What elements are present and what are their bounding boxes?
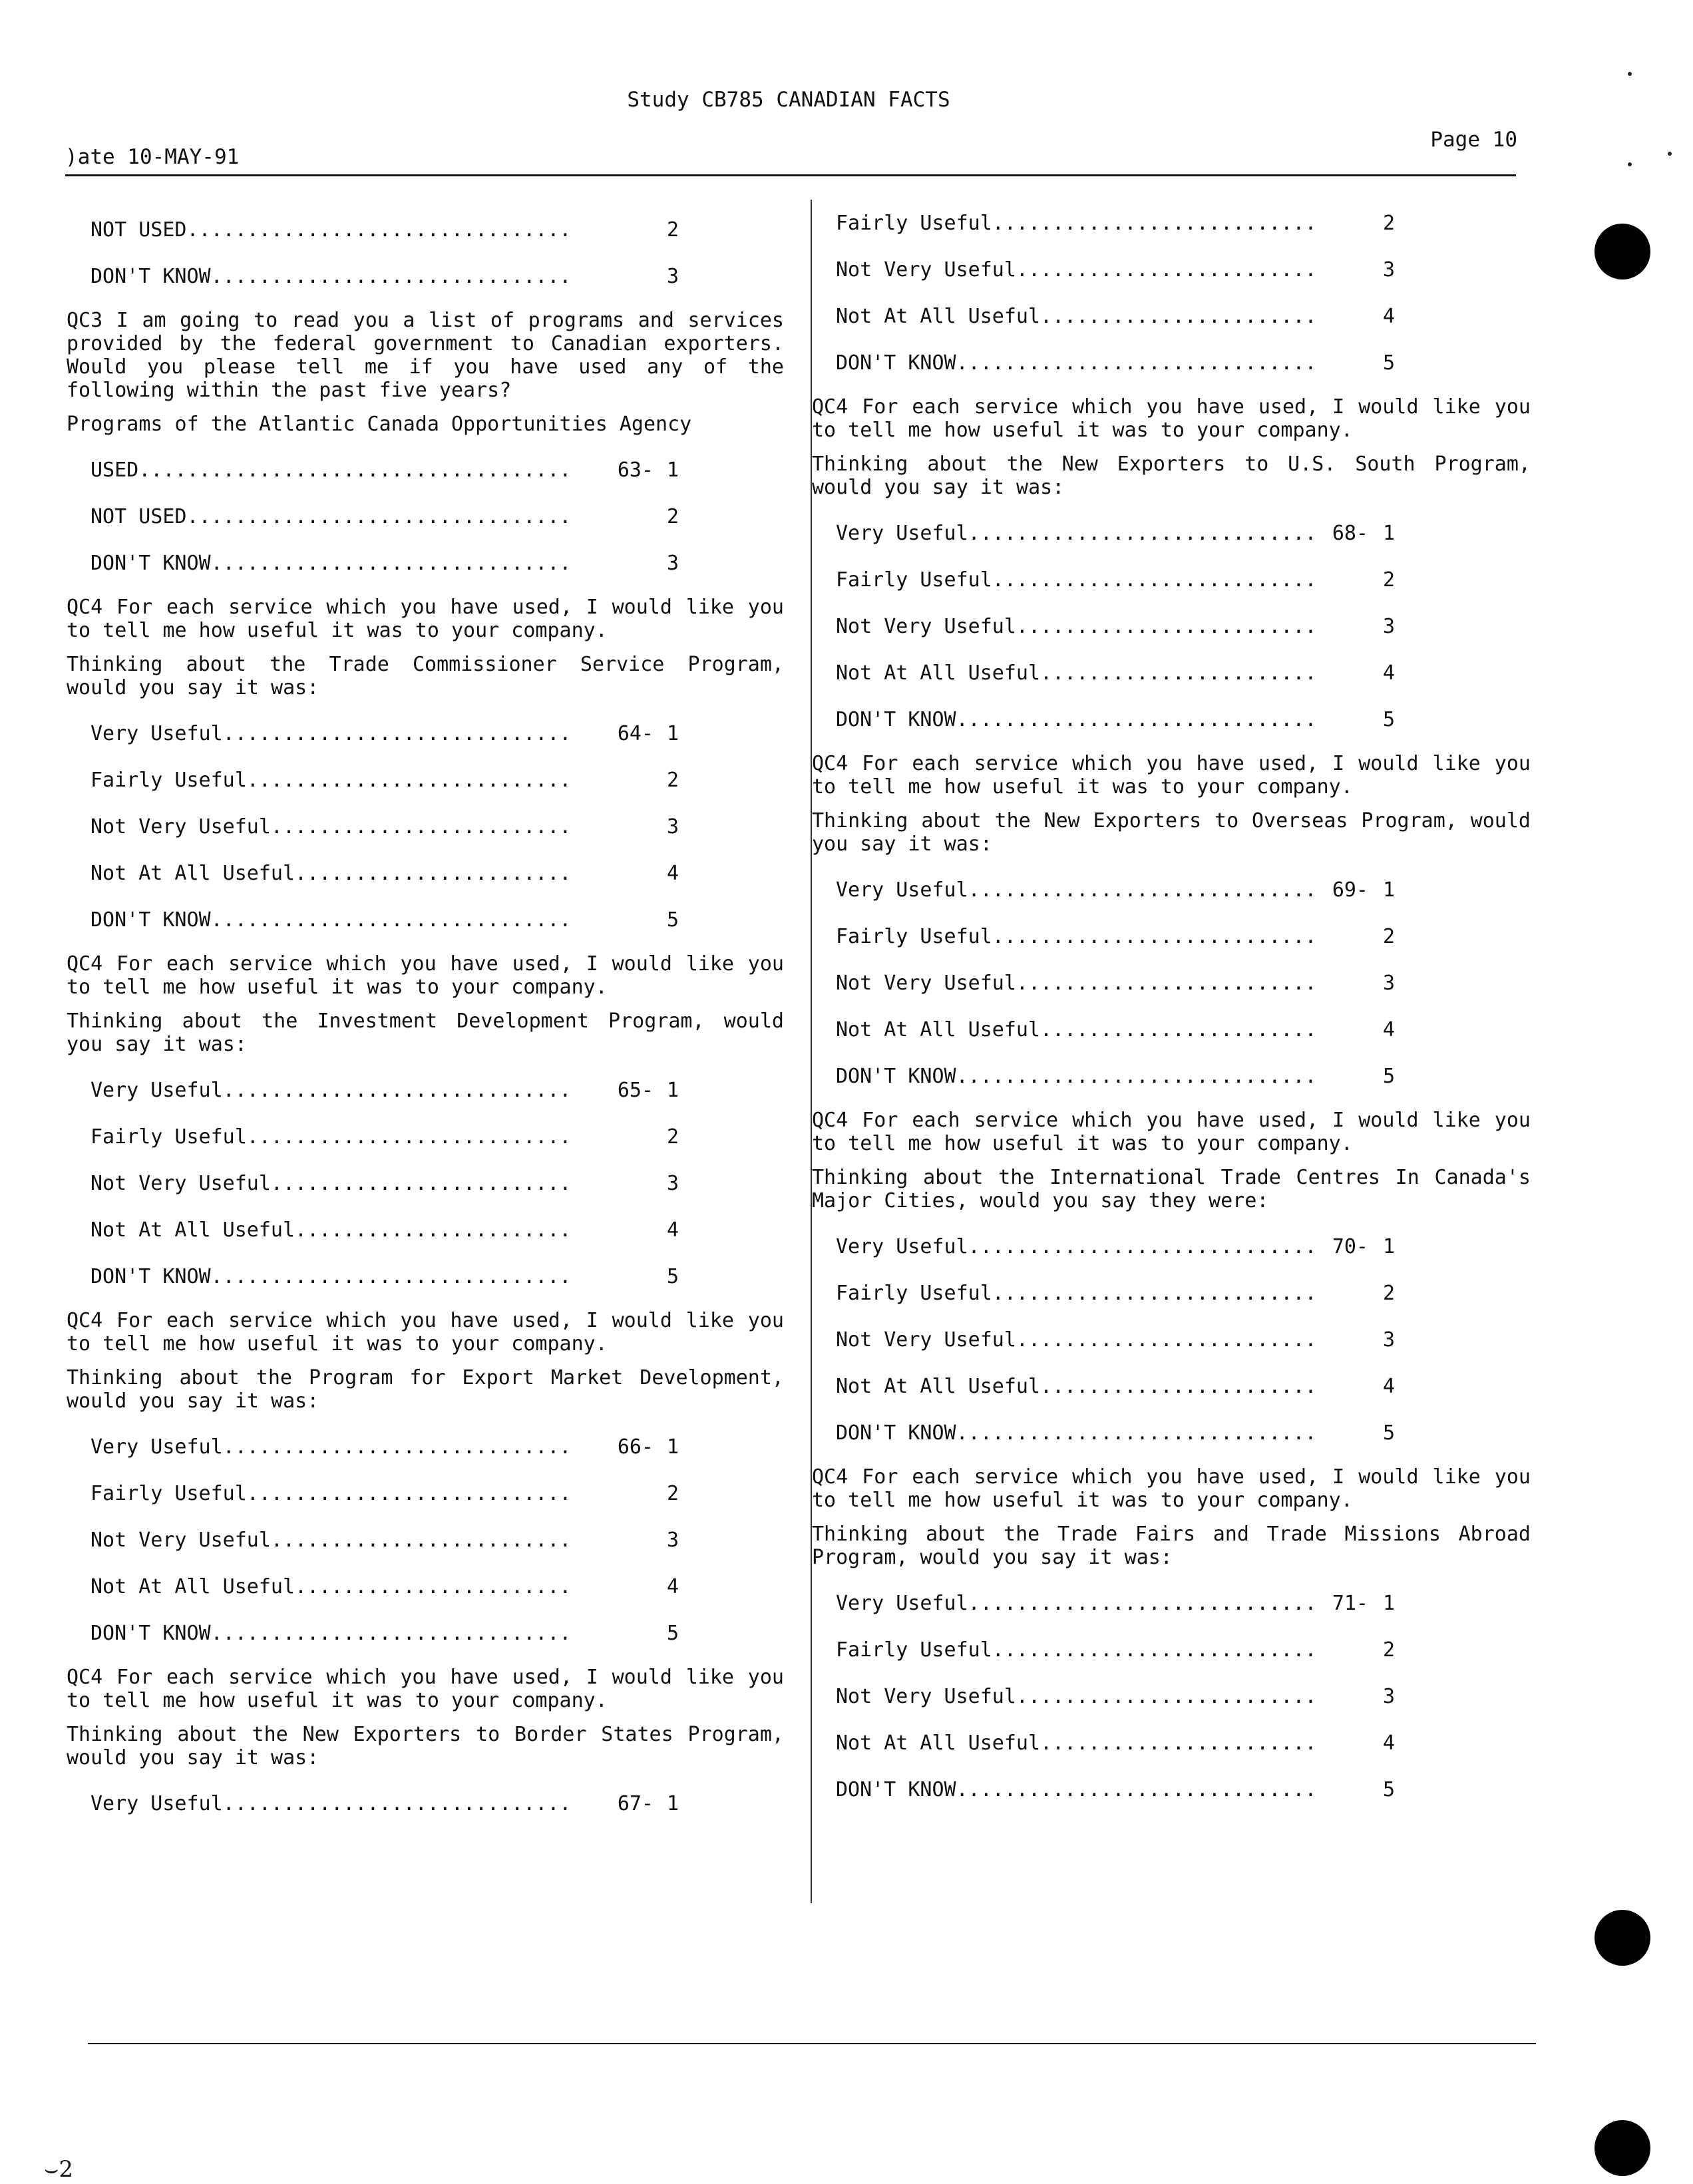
option-value: 4 [1382, 1731, 1396, 1755]
question-text: QC4 For each service which you have used, I would like you to tell me how useful it was to your company. [67, 1666, 784, 1712]
option-value: 3 [1382, 1328, 1396, 1352]
response-option [812, 246, 1531, 293]
option-value: 3 [666, 265, 679, 288]
option-label: DON'T KNOW.............................. [91, 908, 572, 932]
option-label: DON'T KNOW.............................. [836, 351, 1317, 375]
option-label: Not At All Useful....................... [91, 1575, 572, 1598]
page-number: Page 10 [1430, 128, 1517, 152]
response-option [812, 1409, 1531, 1456]
option-label: Not At All Useful....................... [836, 1018, 1317, 1041]
punch-hole-top [1595, 224, 1650, 279]
option-value: 1 [666, 458, 679, 482]
option-label: DON'T KNOW.............................. [836, 1065, 1317, 1088]
response-option [67, 803, 784, 850]
option-label: Fairly Useful........................... [836, 925, 1317, 948]
option-label: Not At All Useful....................... [836, 1731, 1317, 1755]
response-option [812, 1673, 1531, 1720]
response-option [812, 1766, 1531, 1813]
response-option [67, 1610, 784, 1656]
response-option [812, 510, 1531, 556]
scan-speck [1668, 152, 1672, 156]
punch-hole-middle [1595, 1910, 1650, 1966]
option-value: 2 [666, 1482, 679, 1505]
option-label: NOT USED................................ [91, 218, 572, 242]
response-option [812, 960, 1531, 1006]
option-label: Fairly Useful........................... [91, 769, 572, 792]
response-option [812, 1006, 1531, 1053]
question-text: QC4 For each service which you have used, I would like you to tell me how useful it was to your company. [812, 395, 1531, 442]
question-text: QC3 I am going to read you a list of programs and services provided by the federal government to Canadian exporters. Would you please tell me if you have used any of the following within the past five years? [67, 309, 784, 402]
response-option [67, 1470, 784, 1517]
option-value: 4 [1382, 305, 1396, 328]
option-value: 3 [666, 815, 679, 838]
question-text: Thinking about the New Exporters to Overseas Program, would you say it was: [812, 809, 1531, 856]
option-label: NOT USED................................ [91, 505, 572, 528]
question-text: Thinking about the New Exporters to U.S. South Program, would you say it was: [812, 453, 1531, 499]
option-label: Not Very Useful......................... [836, 258, 1317, 281]
question-text: QC4 For each service which you have used, I would like you to tell me how useful it was to your company. [67, 596, 784, 642]
question-text: QC4 For each service which you have used, I would like you to tell me how useful it was to your company. [67, 952, 784, 999]
option-label: Not At All Useful....................... [836, 1375, 1317, 1398]
response-option [812, 603, 1531, 649]
option-label: Fairly Useful........................... [91, 1482, 572, 1505]
question-text: QC4 For each service which you have used, I would like you to tell me how useful it was to your company. [812, 1109, 1531, 1155]
option-value: 1 [1382, 878, 1396, 902]
option-label: DON'T KNOW.............................. [91, 1265, 572, 1288]
left-column [67, 206, 784, 1827]
option-label: DON'T KNOW.............................. [836, 1421, 1317, 1445]
option-value: 2 [1382, 925, 1396, 948]
option-value: 2 [1382, 1282, 1396, 1305]
question-text: Thinking about the Trade Fairs and Trade Missions Abroad Program, would you say it was: [812, 1523, 1531, 1569]
option-label: Very Useful............................. [91, 1792, 572, 1815]
option-label: Very Useful............................. [836, 522, 1317, 545]
option-value: 2 [666, 1125, 679, 1149]
option-label: Fairly Useful........................... [836, 1638, 1317, 1662]
option-value: 3 [1382, 1685, 1396, 1708]
response-option [812, 1626, 1531, 1673]
response-option [67, 493, 784, 540]
option-value: 1 [1382, 1592, 1396, 1615]
response-option [812, 1363, 1531, 1409]
response-option [812, 293, 1531, 339]
response-option [67, 1253, 784, 1300]
option-value: 1 [1382, 1235, 1396, 1258]
option-label: Very Useful............................. [836, 1235, 1317, 1258]
option-label: Fairly Useful........................... [836, 212, 1317, 235]
option-label: Not Very Useful......................... [91, 1172, 572, 1195]
punch-hole-bottom [1595, 2120, 1650, 2176]
option-value: 3 [666, 1172, 679, 1195]
question-text: QC4 For each service which you have used, I would like you to tell me how useful it was to your company. [67, 1309, 784, 1356]
response-option [67, 710, 784, 757]
footer-rule [88, 2043, 1536, 2044]
question-text: Thinking about the International Trade Centres In Canada's Major Cities, would you say they were: [812, 1166, 1531, 1212]
response-option [812, 200, 1531, 246]
option-value: 2 [1382, 1638, 1396, 1662]
option-label: Very Useful............................. [836, 1592, 1317, 1615]
response-option [67, 1780, 784, 1827]
option-value: 1 [1382, 522, 1396, 545]
option-value: 3 [666, 552, 679, 575]
column-code: 70- [1332, 1235, 1368, 1258]
response-option [67, 1206, 784, 1253]
option-value: 4 [1382, 1375, 1396, 1398]
option-label: Not At All Useful....................... [91, 1218, 572, 1242]
response-option [67, 206, 784, 253]
scan-speck [1628, 162, 1632, 166]
column-code: 69- [1332, 878, 1368, 902]
response-option [812, 1270, 1531, 1316]
option-value: 5 [1382, 1065, 1396, 1088]
option-label: DON'T KNOW.............................. [91, 1622, 572, 1645]
response-option [812, 1223, 1531, 1270]
option-label: DON'T KNOW.............................. [836, 1778, 1317, 1801]
option-value: 4 [666, 862, 679, 885]
question-text: QC4 For each service which you have used, I would like you to tell me how useful it was to your company. [812, 752, 1531, 799]
response-option [67, 540, 784, 586]
option-value: 4 [1382, 661, 1396, 685]
option-label: Very Useful............................. [91, 722, 572, 745]
option-value: 4 [666, 1218, 679, 1242]
option-value: 3 [1382, 615, 1396, 638]
option-label: Not Very Useful......................... [91, 815, 572, 838]
option-value: 1 [666, 1079, 679, 1102]
response-option [67, 447, 784, 493]
option-value: 5 [1382, 708, 1396, 731]
question-text: Thinking about the Investment Development Program, would you say it was: [67, 1009, 784, 1056]
column-code: 63- [617, 458, 654, 482]
response-option [812, 866, 1531, 913]
column-code: 66- [617, 1435, 654, 1459]
column-code: 65- [617, 1079, 654, 1102]
option-value: 4 [666, 1575, 679, 1598]
column-code: 64- [617, 722, 654, 745]
response-option [812, 556, 1531, 603]
option-label: DON'T KNOW.............................. [91, 265, 572, 288]
column-code: 68- [1332, 522, 1368, 545]
response-option [812, 1720, 1531, 1766]
option-value: 1 [666, 722, 679, 745]
option-label: USED.................................... [91, 458, 572, 482]
response-option [812, 1580, 1531, 1626]
option-value: 5 [666, 1265, 679, 1288]
response-option [67, 757, 784, 803]
response-option [67, 850, 784, 896]
option-value: 2 [666, 218, 679, 242]
option-value: 3 [1382, 972, 1396, 995]
option-value: 2 [666, 505, 679, 528]
document-date: )ate 10-MAY-91 [65, 145, 240, 169]
option-value: 1 [666, 1435, 679, 1459]
question-text: QC4 For each service which you have used, I would like you to tell me how useful it was to your company. [812, 1465, 1531, 1512]
handwritten-mark: ⌣2 [44, 2156, 74, 2183]
option-label: Not At All Useful....................... [836, 661, 1317, 685]
response-option [812, 1053, 1531, 1099]
option-label: DON'T KNOW.............................. [836, 708, 1317, 731]
column-code: 67- [617, 1792, 654, 1815]
option-label: Not Very Useful......................... [836, 972, 1317, 995]
right-column [812, 200, 1531, 1813]
question-text: Thinking about the New Exporters to Border States Program, would you say it was: [67, 1723, 784, 1769]
option-value: 2 [666, 769, 679, 792]
option-label: Fairly Useful........................... [91, 1125, 572, 1149]
column-code: 71- [1332, 1592, 1368, 1615]
scan-speck [1628, 72, 1632, 76]
option-label: Not At All Useful....................... [91, 862, 572, 885]
option-value: 3 [666, 1529, 679, 1552]
response-option [67, 1067, 784, 1113]
response-option [67, 1423, 784, 1470]
question-text: Thinking about the Program for Export Market Development, would you say it was: [67, 1366, 784, 1413]
option-label: Not Very Useful......................... [836, 1328, 1317, 1352]
response-option [812, 913, 1531, 960]
response-option [812, 339, 1531, 386]
response-option [812, 1316, 1531, 1363]
option-label: Very Useful............................. [91, 1435, 572, 1459]
option-value: 5 [1382, 1778, 1396, 1801]
response-option [67, 1517, 784, 1563]
response-option [67, 896, 784, 943]
header-rule [65, 174, 1516, 176]
option-label: Not At All Useful....................... [836, 305, 1317, 328]
option-value: 5 [666, 908, 679, 932]
option-value: 5 [1382, 1421, 1396, 1445]
option-value: 5 [666, 1622, 679, 1645]
study-title: Study CB785 CANADIAN FACTS [627, 88, 950, 112]
option-label: Not Very Useful......................... [836, 615, 1317, 638]
response-option [67, 1113, 784, 1160]
option-label: DON'T KNOW.............................. [91, 552, 572, 575]
response-option [67, 1160, 784, 1206]
option-value: 2 [1382, 568, 1396, 592]
option-label: Fairly Useful........................... [836, 568, 1317, 592]
response-option [812, 649, 1531, 696]
response-option [812, 696, 1531, 743]
option-value: 4 [1382, 1018, 1396, 1041]
response-option [67, 1563, 784, 1610]
option-value: 3 [1382, 258, 1396, 281]
option-label: Very Useful............................. [91, 1079, 572, 1102]
option-value: 1 [666, 1792, 679, 1815]
option-value: 5 [1382, 351, 1396, 375]
response-option [67, 253, 784, 299]
option-label: Fairly Useful........................... [836, 1282, 1317, 1305]
option-label: Very Useful............................. [836, 878, 1317, 902]
question-text: Thinking about the Trade Commissioner Service Program, would you say it was: [67, 653, 784, 699]
option-label: Not Very Useful......................... [91, 1529, 572, 1552]
option-value: 2 [1382, 212, 1396, 235]
option-label: Not Very Useful......................... [836, 1685, 1317, 1708]
section-heading: Programs of the Atlantic Canada Opportunities Agency [67, 413, 692, 436]
